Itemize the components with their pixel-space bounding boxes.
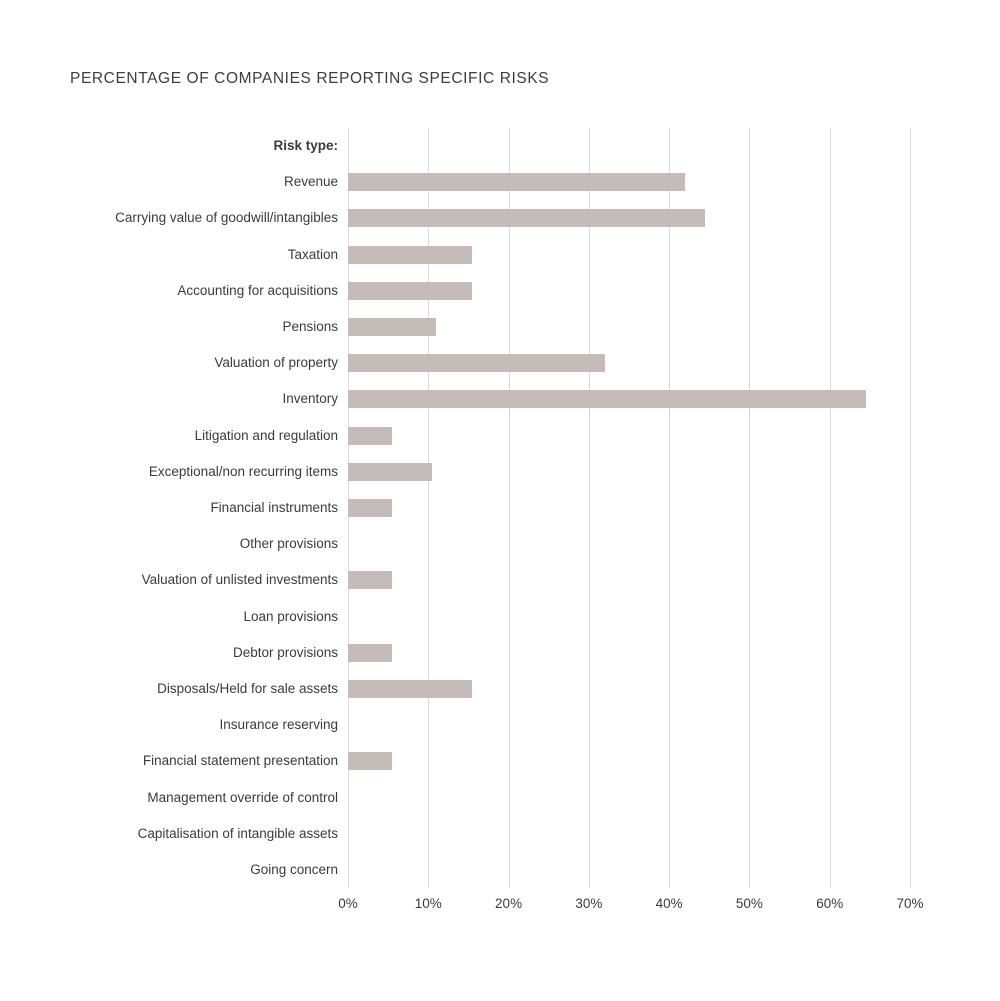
- category-label: Insurance reserving: [219, 717, 338, 733]
- category-axis-header-row: [273, 128, 910, 164]
- x-tick-label: 20%: [495, 896, 523, 911]
- category-label: Valuation of unlisted investments: [141, 572, 338, 588]
- x-tick-label: 40%: [655, 896, 683, 911]
- category-label: Accounting for acquisitions: [177, 282, 338, 298]
- category-label: Capitalisation of intangible assets: [137, 825, 338, 841]
- bar-row: [210, 490, 910, 526]
- bar: [348, 318, 436, 336]
- bar-row: [115, 200, 910, 236]
- category-label: Management override of control: [147, 789, 338, 805]
- category-label: Going concern: [250, 862, 338, 877]
- x-axis-tick-labels: [338, 896, 924, 916]
- category-label: Inventory: [282, 391, 338, 407]
- bar-row: [141, 562, 910, 598]
- bar-row: [142, 743, 910, 779]
- bar-row: [232, 635, 910, 671]
- bar-row: [287, 237, 910, 273]
- category-label: Financial statement presentation: [142, 753, 338, 769]
- bar-row: [147, 780, 910, 816]
- plot-area: [115, 128, 910, 888]
- bar-row: [243, 599, 910, 635]
- bar: [348, 644, 392, 662]
- bar-row: [148, 454, 910, 490]
- category-axis-header: Risk type:: [273, 138, 338, 153]
- category-label: Debtor provisions: [232, 644, 338, 660]
- bar: [348, 427, 392, 445]
- bar: [348, 463, 432, 481]
- bar: [348, 499, 392, 517]
- bar-row: [283, 164, 910, 200]
- bar-row: [214, 345, 910, 381]
- x-tick-label: 50%: [735, 896, 763, 911]
- bar: [348, 354, 605, 372]
- bar-row: [219, 707, 910, 743]
- x-tick-label: 60%: [816, 896, 844, 911]
- category-label: Taxation: [287, 246, 338, 262]
- x-tick-label: 30%: [575, 896, 603, 911]
- bar-row: [137, 816, 910, 852]
- category-label: Revenue: [283, 174, 338, 190]
- bar-row: [157, 671, 910, 707]
- category-label: Loan provisions: [243, 608, 338, 624]
- bar-row: [239, 526, 910, 562]
- category-label: Valuation of property: [214, 355, 338, 371]
- x-tick-label: 0%: [338, 896, 358, 911]
- bar: [348, 209, 705, 227]
- bar: [348, 752, 392, 770]
- bar-row: [282, 309, 910, 345]
- x-tick-label: 70%: [896, 896, 924, 911]
- category-label: Litigation and regulation: [194, 427, 338, 443]
- bar-row: [177, 273, 910, 309]
- bar: [348, 246, 472, 264]
- category-label: Financial instruments: [210, 500, 338, 515]
- bar: [348, 680, 472, 698]
- category-label: Carrying value of goodwill/intangibles: [115, 210, 338, 226]
- bar-row: [250, 852, 910, 888]
- bar-row: [194, 418, 910, 454]
- bar: [348, 282, 472, 300]
- category-label: Exceptional/non recurring items: [148, 463, 338, 479]
- category-label: Pensions: [282, 319, 338, 334]
- category-label: Disposals/Held for sale assets: [157, 681, 338, 696]
- bar-row: [282, 381, 910, 417]
- bar: [348, 173, 685, 191]
- gridline: [910, 128, 911, 888]
- bar: [348, 390, 866, 408]
- x-tick-label: 10%: [414, 896, 442, 911]
- category-label: Other provisions: [239, 536, 338, 552]
- bar: [348, 571, 392, 589]
- chart-title: PERCENTAGE OF COMPANIES REPORTING SPECIFIC RISKS: [70, 70, 550, 87]
